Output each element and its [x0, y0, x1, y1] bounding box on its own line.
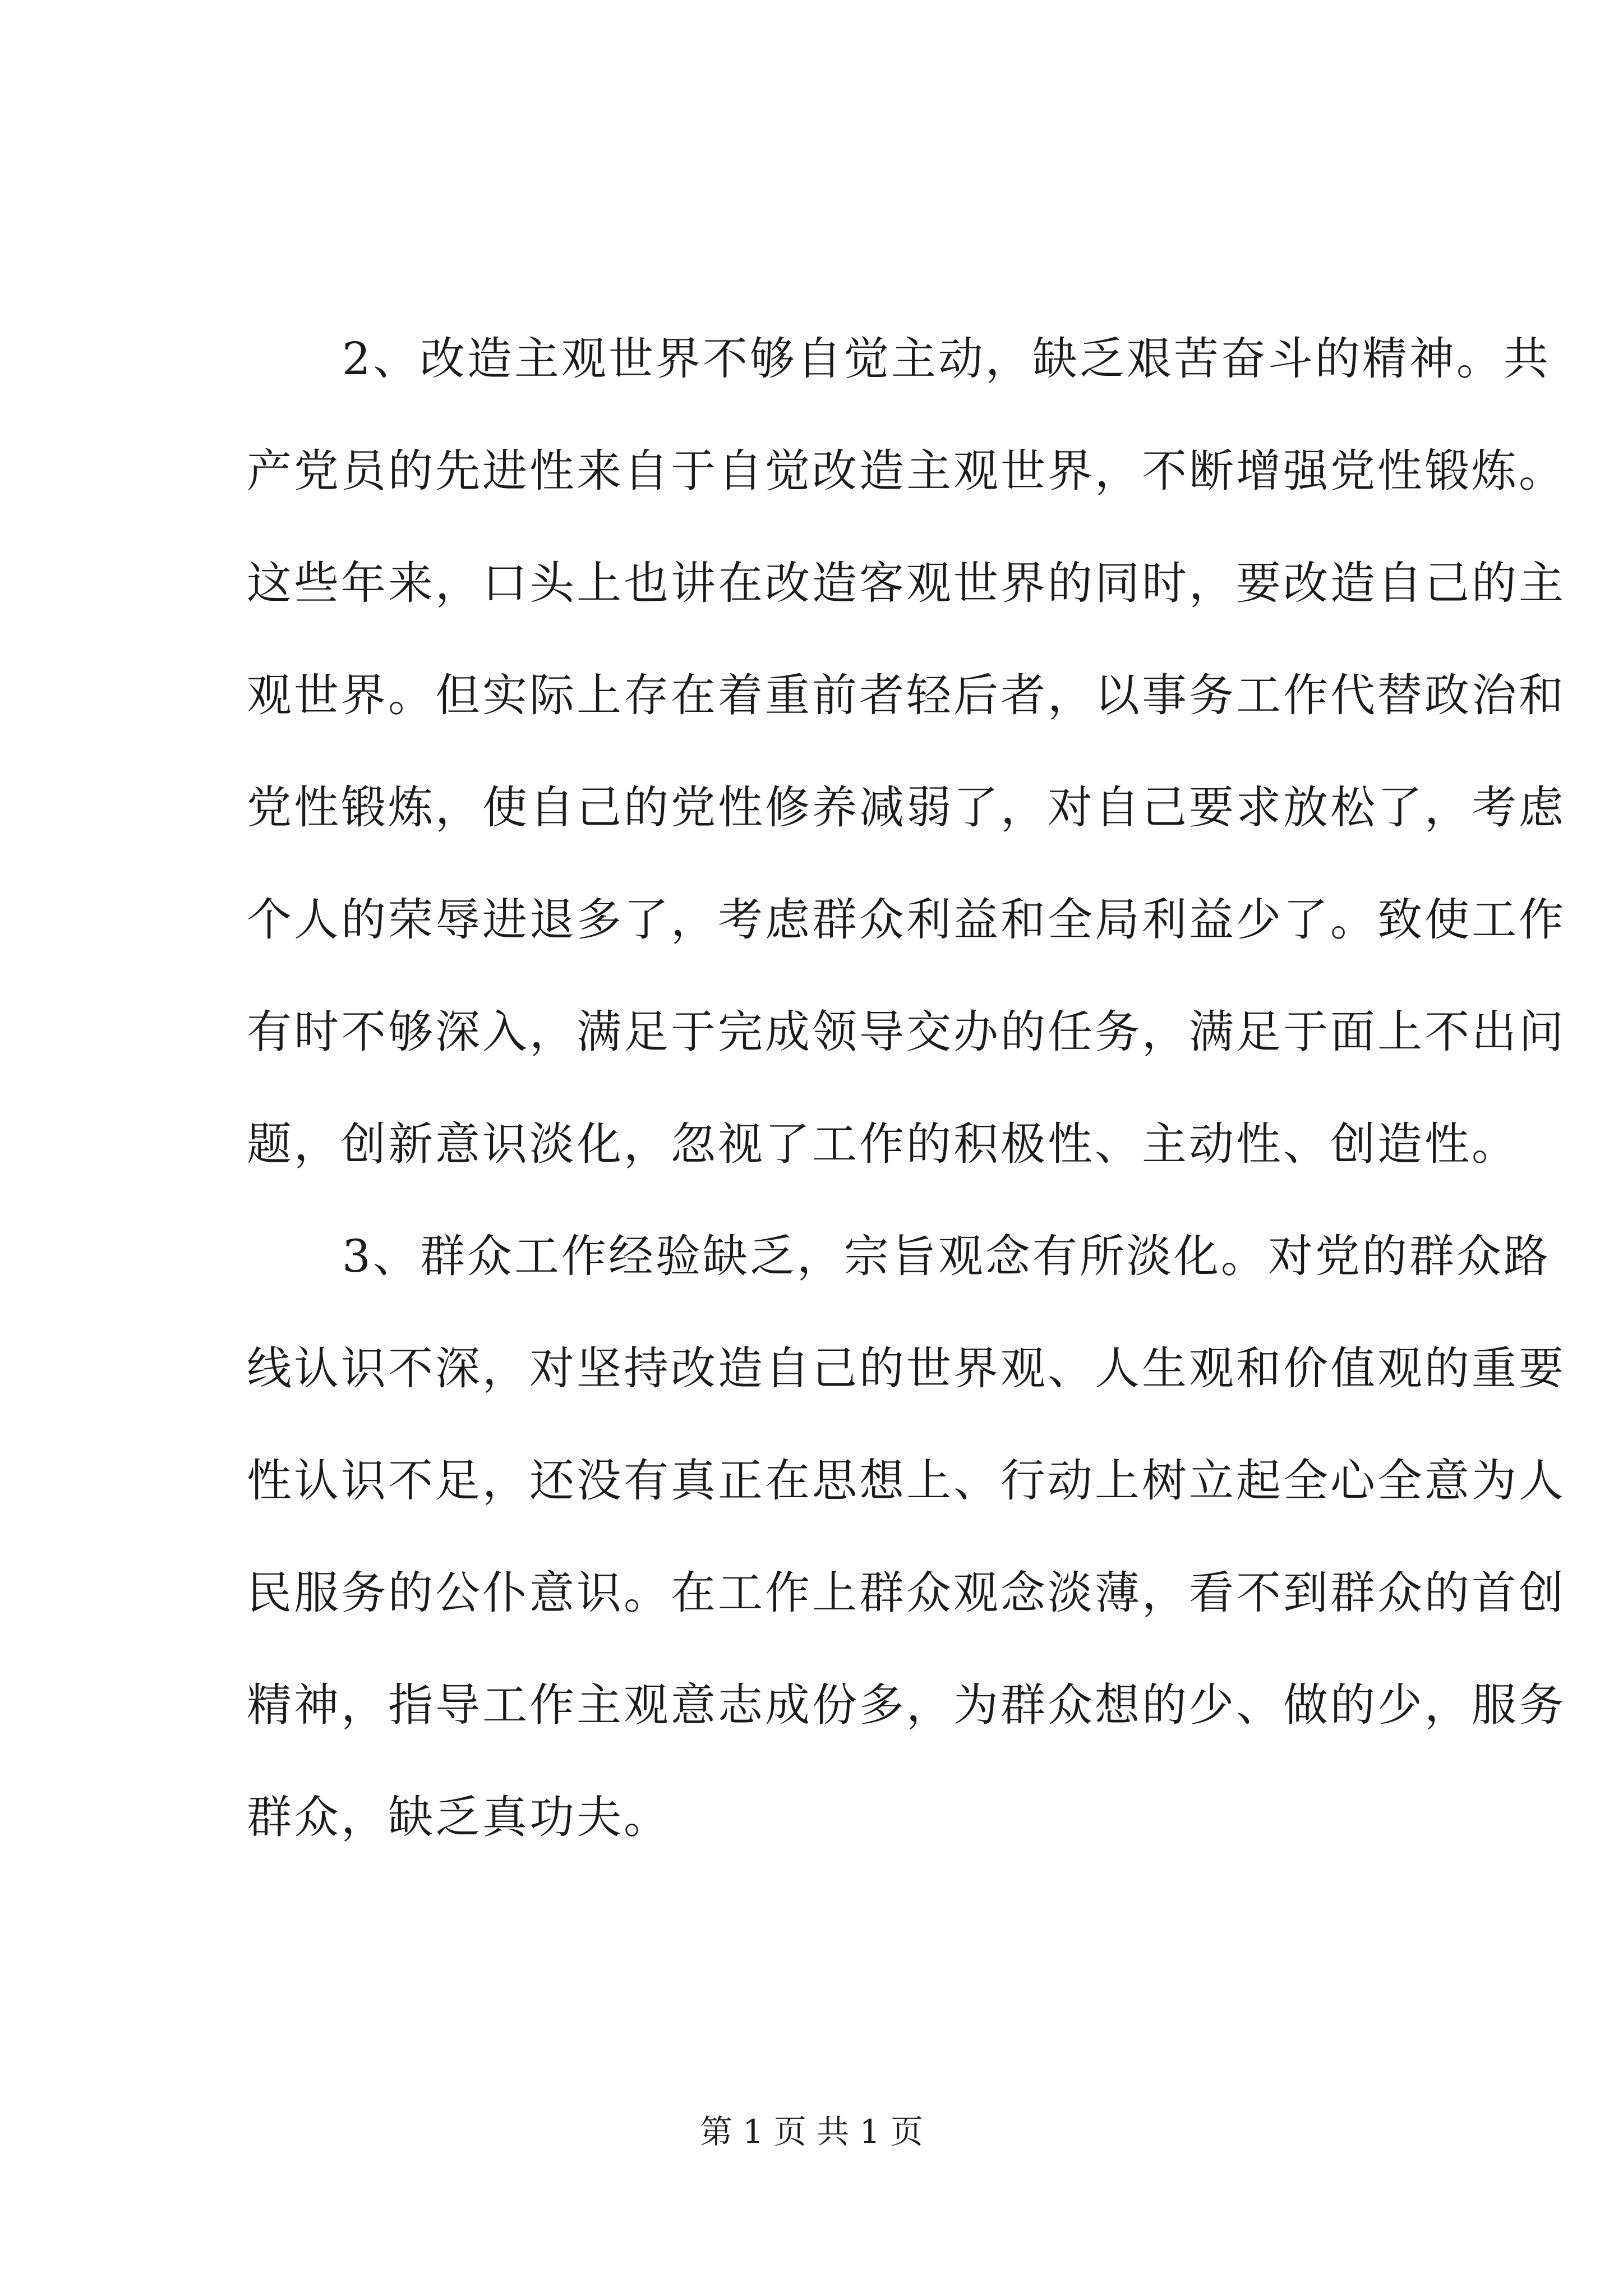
text-line: 产党员的先进性来自于自觉改造主观世界，不断增强党性锻炼。 [247, 445, 1566, 497]
text-line: 2、改造主观世界不够自觉主动，缺乏艰苦奋斗的精神。共 [342, 333, 1551, 385]
text-line: 群众，缺乏真功夫。 [247, 1791, 671, 1843]
text-line: 党性锻炼，使自己的党性修养减弱了，对自己要求放松了，考虑 [247, 781, 1566, 834]
text-line: 个人的荣辱进退多了，考虑群众利益和全局利益少了。致使工作 [247, 894, 1566, 946]
text-line: 线认识不深，对坚持改造自己的世界观、人生观和价值观的重要 [247, 1342, 1566, 1395]
text-line: 民服务的公仆意识。在工作上群众观念淡薄，看不到群众的首创 [247, 1567, 1566, 1619]
paragraph-2 [247, 303, 1566, 1200]
page-number-label: 第 1 页 共 1 页 [700, 2113, 923, 2151]
text-line: 观世界。但实际上存在着重前者轻后者，以事务工作代替政治和 [247, 669, 1566, 721]
text-line: 性认识不足，还没有真正在思想上、行动上树立起全心全意为人 [247, 1455, 1566, 1507]
text-line: 精神，指导工作主观意志成份多，为群众想的少、做的少，服务 [247, 1679, 1566, 1731]
text-line: 题，创新意识淡化，忽视了工作的积极性、主动性、创造性。 [247, 1118, 1519, 1170]
text-line: 这些年来，口头上也讲在改造客观世界的同时，要改造自己的主 [247, 557, 1566, 609]
text-line: 3、群众工作经验缺乏，宗旨观念有所淡化。对党的群众路 [342, 1230, 1551, 1282]
page-footer [0, 2109, 1623, 2154]
text-line: 有时不够深入，满足于完成领导交办的任务，满足于面上不出问 [247, 1006, 1566, 1058]
document-body [247, 303, 1566, 1874]
paragraph-3 [247, 1200, 1566, 1874]
